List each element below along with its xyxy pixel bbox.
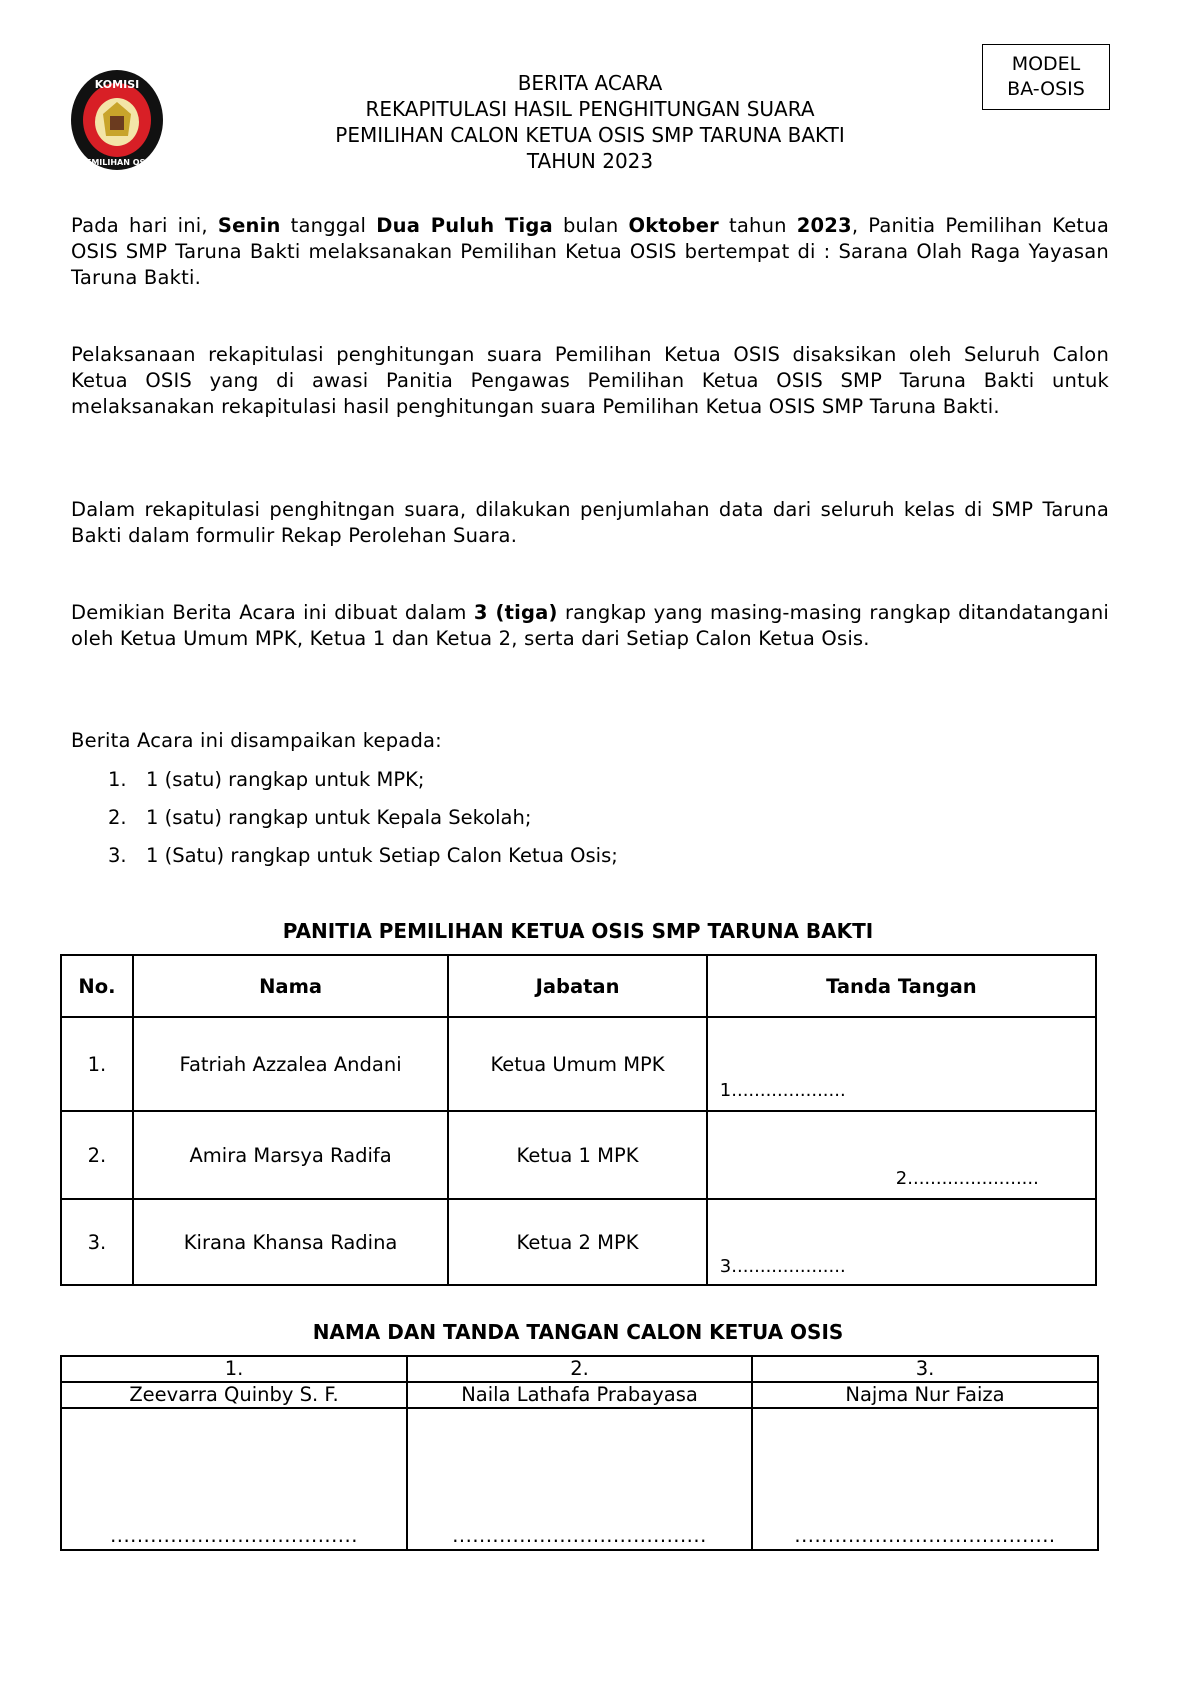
calon-number: 2. (407, 1356, 752, 1382)
row-no: 2. (61, 1111, 133, 1199)
calon-section-title: NAMA DAN TANDA TANGAN CALON KETUA OSIS (312, 1320, 844, 1344)
signature-line: 1.................... (719, 1080, 846, 1101)
signature-cell (707, 1111, 1096, 1199)
title-line3: PEMILIHAN CALON KETUA OSIS SMP TARUNA BAKTI (335, 123, 845, 147)
row-nama: Amira Marsya Radifa (133, 1111, 448, 1199)
paragraph-demikian: Demikian Berita Acara ini dibuat dalam 3 (tiga) rangkap yang masing-masing rangkap ditandatangani oleh Ketua Umum MPK, Ketua 1 dan Ketua 2, serta dari Setiap Calon Ketua Osis. (71, 601, 1110, 650)
signature-line: 2....................... (895, 1168, 1039, 1189)
signature-line: ..................................... (110, 1524, 358, 1547)
calon-name: Najma Nur Faiza (752, 1382, 1098, 1408)
calon-table (60, 1355, 1099, 1551)
signature-cell (61, 1408, 407, 1550)
signature-cell (707, 1199, 1096, 1285)
row-jabatan: Ketua 1 MPK (448, 1111, 707, 1199)
list-item: 2. 1 (satu) rangkap untuk Kepala Sekolah; (108, 806, 532, 829)
svg-text:PEMILIHAN OSIS: PEMILIHAN OSIS (79, 158, 155, 167)
table-row (61, 1199, 1096, 1285)
title-line1: BERITA ACARA (517, 71, 663, 95)
signature-cell (707, 1017, 1096, 1111)
document-title (150, 70, 1030, 174)
paragraph-rekapitulasi: Dalam rekapitulasi penghitngan suara, dilakukan penjumlahan data dari seluruh kelas di SMP Taruna Bakti dalam formulir Rekap Perolehan Suara. (71, 498, 1109, 547)
row-nama: Kirana Khansa Radina (133, 1199, 448, 1285)
header-nama: Nama (133, 955, 448, 1017)
signature-cell (752, 1408, 1098, 1550)
row-jabatan: Ketua 2 MPK (448, 1199, 707, 1285)
table-header-row (61, 955, 1096, 1017)
recipient-list (108, 767, 618, 881)
calon-name: Naila Lathafa Prabayasa (407, 1382, 752, 1408)
calon-signature-row (61, 1408, 1098, 1550)
model-line1: MODEL (1011, 53, 1081, 75)
header-tanda-tangan: Tanda Tangan (707, 955, 1096, 1017)
title-line2: REKAPITULASI HASIL PENGHITUNGAN SUARA (365, 97, 815, 121)
signature-line: ....................................... (794, 1524, 1056, 1547)
list-item: 1. 1 (satu) rangkap untuk MPK; (108, 768, 425, 791)
panitia-section-title: PANITIA PEMILIHAN KETUA OSIS SMP TARUNA BAKTI (282, 919, 874, 943)
signature-line: 3.................... (719, 1256, 846, 1277)
list-item: 3. 1 (Satu) rangkap untuk Setiap Calon Ketua Osis; (108, 844, 618, 867)
row-jabatan: Ketua Umum MPK (448, 1017, 707, 1111)
calon-number: 3. (752, 1356, 1098, 1382)
row-no: 3. (61, 1199, 133, 1285)
calon-number: 1. (61, 1356, 407, 1382)
calon-name: Zeevarra Quinby S. F. (61, 1382, 407, 1408)
svg-text:KOMISI: KOMISI (94, 78, 140, 91)
row-nama: Fatriah Azzalea Andani (133, 1017, 448, 1111)
signature-cell (407, 1408, 752, 1550)
model-line2: BA-OSIS (1007, 78, 1085, 100)
paragraph-pelaksanaan: Pelaksanaan rekapitulasi penghitungan suara Pemilihan Ketua OSIS disaksikan oleh Seluruh Calon Ketua OSIS yang di awasi Panitia Pengawas Pemilihan Ketua OSIS SMP Taruna Bakti untuk melaksanakan rekapitulasi hasil penghitungan suara Pemilihan Ketua OSIS SMP Taruna Bakti. (71, 343, 1109, 418)
signature-line: ...................................... (452, 1524, 707, 1547)
paragraph-disampaikan: Berita Acara ini disampaikan kepada: (71, 729, 442, 752)
table-row (61, 1017, 1096, 1111)
panitia-table (60, 954, 1097, 1286)
calon-name-row (61, 1382, 1098, 1408)
paragraph-opening: Pada hari ini, Senin tanggal Dua Puluh Tiga bulan Oktober tahun 2023, Panitia Pemilihan Ketua OSIS SMP Taruna Bakti melaksanakan Pemilihan Ketua OSIS bertempat di : Sarana Olah Raga Yayasan Taruna Bakti. (71, 214, 1109, 289)
table-row (61, 1111, 1096, 1199)
header-jabatan: Jabatan (448, 955, 707, 1017)
header-no: No. (61, 955, 133, 1017)
row-no: 1. (61, 1017, 133, 1111)
title-line4: TAHUN 2023 (526, 149, 654, 173)
calon-number-row (61, 1356, 1098, 1382)
